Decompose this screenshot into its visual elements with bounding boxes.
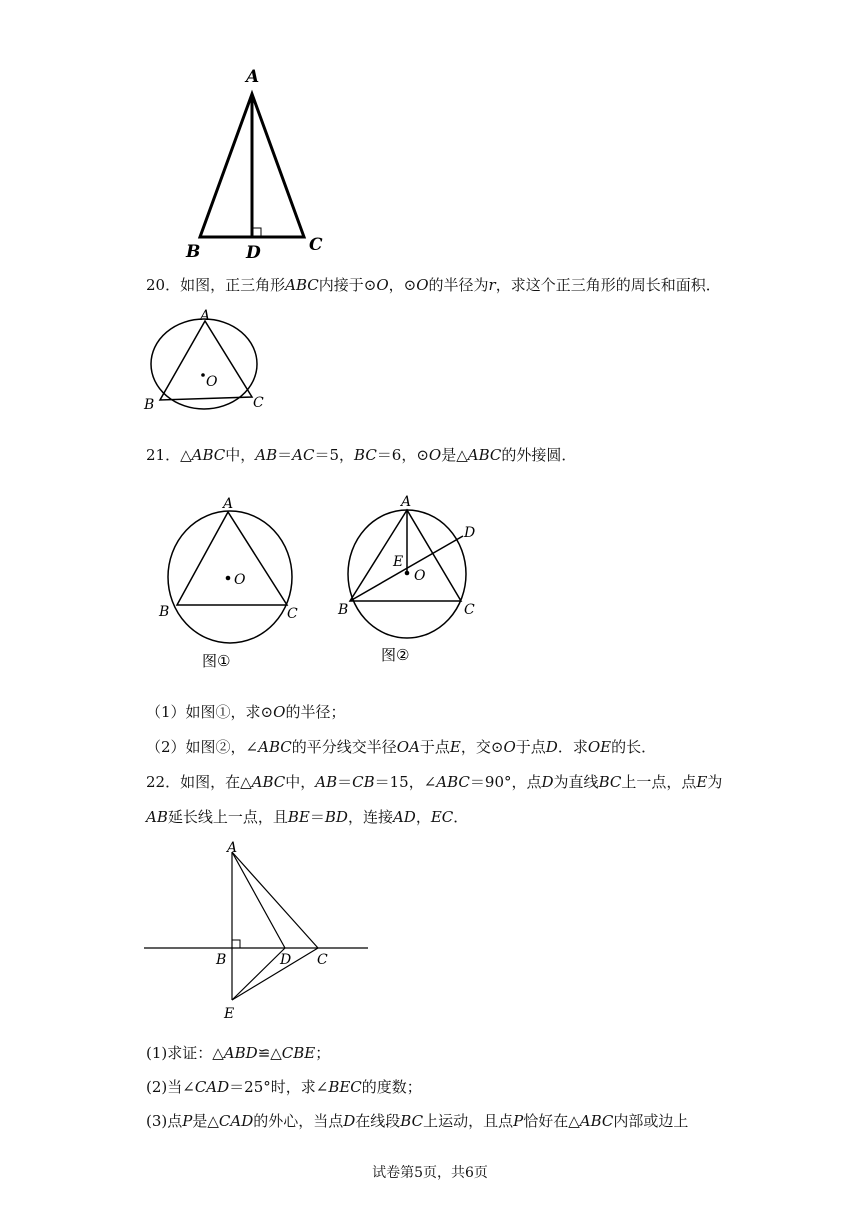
segment-ec [232,948,318,1000]
circle-o [151,319,257,409]
label-c: C [253,395,264,411]
caption-fig1: 图① [202,652,231,670]
caption-fig2: 图② [381,646,410,664]
label-d: D [464,525,476,541]
label-e: E [393,554,404,570]
figure-q20-inscribed-triangle [140,308,270,418]
label-e: E [224,1006,235,1022]
label-c: C [287,606,298,622]
figure-q22 [140,838,380,1028]
q22-line1: 22．如图，在△ABC中，AB＝CB＝15，∠ABC＝90°，点D为直线BC上一点，点E为 [146,773,723,791]
right-angle-mark [232,940,240,948]
label-b: B [159,604,170,620]
page-footer: 试卷第5页，共6页 [372,1165,488,1181]
label-o: O [234,572,246,588]
label-b: B [144,397,155,413]
label-a: A [246,67,260,87]
label-a: A [401,494,412,510]
label-c: C [464,602,475,618]
q20-text: 20．如图，正三角形ABC内接于⊙O，⊙O的半径为r，求这个正三角形的周长和面积． [146,276,721,294]
q22-part1: (1)求证：△ABD≌△CBE； [146,1044,331,1062]
label-d: D [280,952,292,968]
label-o: O [414,568,426,584]
q21-part1: （1）如图①，求⊙O的半径； [146,703,346,721]
center-point-o [226,576,231,581]
q22-part2: (2)当∠CAD＝25°时，求∠BEC的度数； [146,1078,422,1096]
q22-line2: AB延长线上一点，且BE＝BD，连接AD，EC． [146,808,469,826]
label-c: C [317,952,328,968]
segment-ad [232,852,285,948]
label-a: A [223,496,234,512]
label-b: B [338,602,349,618]
segment-ed [232,948,285,1000]
label-d: D [246,243,261,263]
label-c: C [309,235,323,255]
label-o: O [206,374,218,390]
center-point-o [201,373,205,377]
label-a: A [227,840,238,856]
triangle-abc [177,512,287,605]
label-b: B [216,952,227,968]
segment-ac [232,852,318,948]
label-b: B [186,242,201,262]
label-a: A [200,308,211,324]
q21-text: 21．△ABC中，AB＝AC＝5，BC＝6，⊙O是△ABC的外接圆． [146,446,577,464]
figure-isosceles-triangle [180,62,340,267]
figure-q21-2 [330,488,490,668]
q22-part3: (3)点P是△CAD的外心，当点D在线段BC上运动，且点P恰好在△ABC内部或边上 [146,1112,689,1130]
q21-part2: （2）如图②，∠ABC的平分线交半径OA于点E，交⊙O于点D．求OE的长． [146,738,657,756]
figure-q21-1 [150,492,310,672]
center-point-o [405,571,410,576]
